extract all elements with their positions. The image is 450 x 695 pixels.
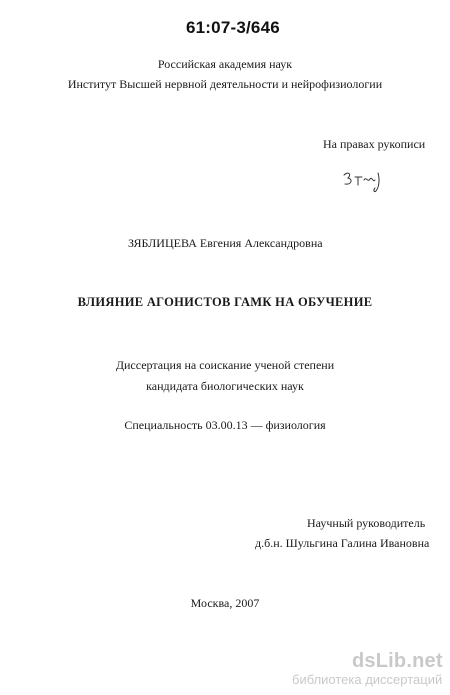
institute-name: Институт Высшей нервной деятельности и нейрофизиологии [67, 77, 383, 91]
supervisor-name: д.б.н. Шульгина Галина Ивановна [255, 536, 430, 550]
catalog-code: 61:07-3/646 [186, 18, 280, 37]
specialty: Специальность 03.00.13 — физиология [124, 418, 326, 432]
watermark-logo: dsLib.net [352, 650, 443, 672]
handwritten-signature-icon [340, 168, 392, 194]
author-name: ЗЯБЛИЦЕВА Евгения Александровна [128, 236, 323, 250]
degree-line-2: кандидата биологических наук [146, 379, 304, 393]
rights-notice: На правах рукописи [323, 137, 426, 151]
watermark-subtitle: библиотека диссертаций [292, 672, 443, 687]
organization-name: Российская академия наук [157, 57, 293, 71]
dissertation-title: ВЛИЯНИЕ АГОНИСТОВ ГАМК НА ОБУЧЕНИЕ [77, 295, 373, 309]
degree-line-1: Диссертация на соискание ученой степени [115, 358, 335, 372]
supervisor-label: Научный руководитель [307, 516, 426, 530]
city-year: Москва, 2007 [190, 596, 260, 610]
